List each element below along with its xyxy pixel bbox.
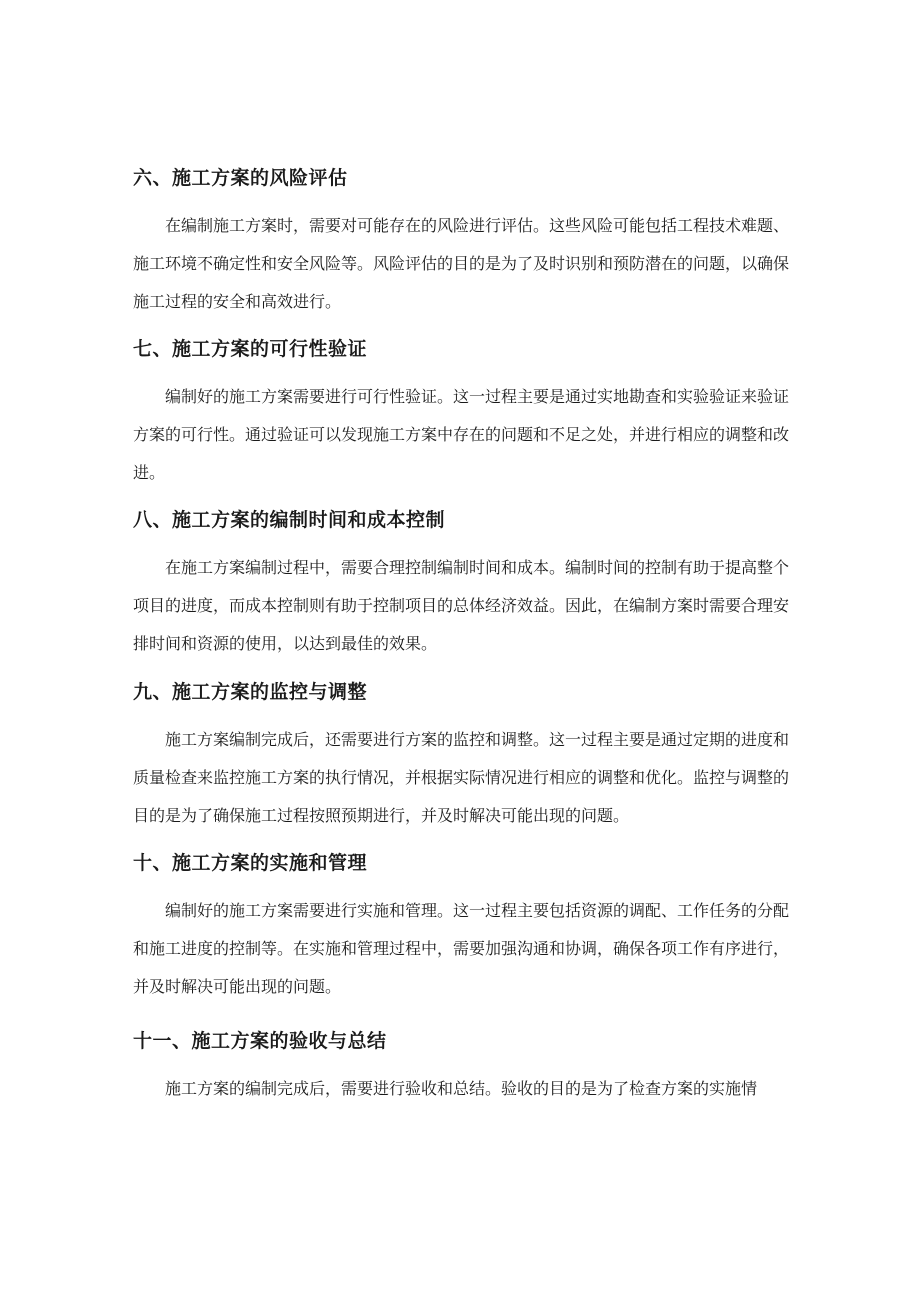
section-acceptance-summary [133,1028,789,1108]
section-heading: 十、施工方案的实施和管理 [133,852,368,874]
section-paragraph: 施工方案编制完成后，还需要进行方案的监控和调整。这一过程主要是通过定期的进度和质量检查来监控施工方案的执行情况，并根据实际情况进行相应的调整和优化。监控与调整的目的是为了确保施工过程按照预期进行，并及时解决可能出现的问题。 [133,730,790,825]
section-feasibility-verification [133,336,789,492]
section-paragraph: 在编制施工方案时，需要对可能存在的风险进行评估。这些风险可能包括工程技术难题、施工环境不确定性和安全风险等。风险评估的目的是为了及时识别和预防潜在的问题，以确保施工过程的安全和高效进行。 [133,216,790,311]
section-heading: 九、施工方案的监控与调整 [133,681,368,703]
section-heading: 十一、施工方案的验收与总结 [133,1030,387,1052]
section-paragraph: 编制好的施工方案需要进行可行性验证。这一过程主要是通过实地勘查和实验验证来验证方案的可行性。通过验证可以发现施工方案中存在的问题和不足之处，并进行相应的调整和改进。 [133,387,790,482]
section-implementation-management [133,850,789,1006]
section-paragraph: 施工方案的编制完成后，需要进行验收和总结。验收的目的是为了检查方案的实施情 [165,1079,758,1098]
section-paragraph: 编制好的施工方案需要进行实施和管理。这一过程主要包括资源的调配、工作任务的分配和施工进度的控制等。在实施和管理过程中，需要加强沟通和协调，确保各项工作有序进行，并及时解决可能出现的问题。 [133,901,790,996]
section-risk-assessment [133,165,789,321]
section-heading: 七、施工方案的可行性验证 [133,338,368,360]
section-time-cost-control [133,507,789,663]
section-monitoring-adjustment [133,679,789,835]
section-heading: 八、施工方案的编制时间和成本控制 [133,509,446,531]
section-heading: 六、施工方案的风险评估 [133,167,348,189]
section-paragraph: 在施工方案编制过程中，需要合理控制编制时间和成本。编制时间的控制有助于提高整个项目的进度，而成本控制则有助于控制项目的总体经济效益。因此，在编制方案时需要合理安排时间和资源的使用，以达到最佳的效果。 [133,558,790,653]
